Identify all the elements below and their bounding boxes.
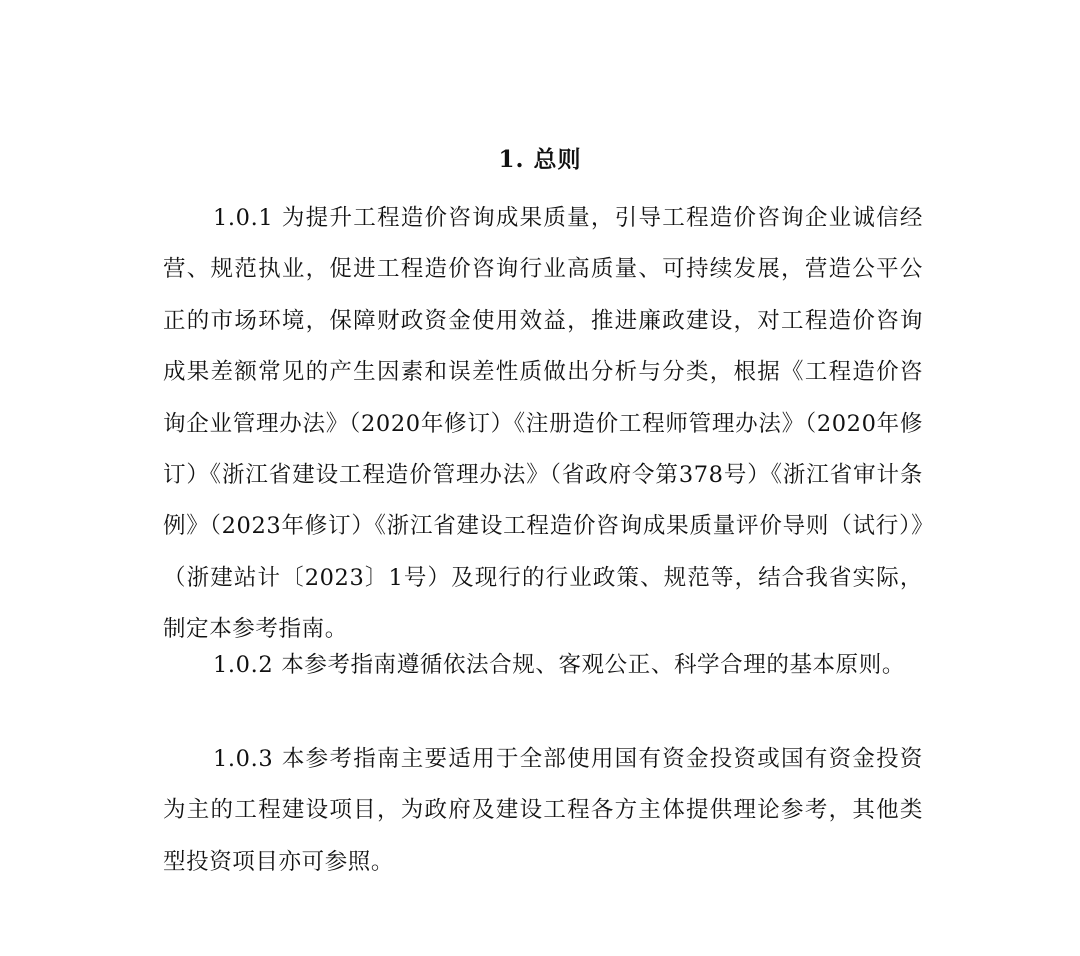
clause-number: 1.0.1	[213, 205, 274, 231]
body-text-3	[163, 734, 923, 888]
paragraph-1-0-2	[163, 640, 923, 691]
clause-text: 本参考指南遵循依法合规、客观公正、科学合理的基本原则。	[281, 652, 905, 678]
clause-text: 本参考指南主要适用于全部使用国有资金投资或国有资金投资为主的工程建设项目，为政府及建设工程各方主体提供理论参考，其他类型投资项目亦可参照。	[163, 746, 923, 875]
paragraph-1-0-1	[163, 193, 923, 656]
section-title: 1. 总则	[498, 146, 582, 173]
clause-number: 1.0.2	[213, 652, 274, 678]
clause-text: 为提升工程造价咨询成果质量，引导工程造价咨询企业诚信经营、规范执业，促进工程造价咨询行业高质量、可持续发展，营造公平公正的市场环境，保障财政资金使用效益，推进廉政建设，对工程造价咨询成果差额常见的产生因素和误差性质做出分析与分类，根据《工程造价咨询企业管理办法》（2020年修订）《注册造价工程师管理办法》（2020年修订）《浙江省建设工程造价管理办法》（省政府令第378号）《浙江省审计条例》（2023年修订）《浙江省建设工程造价咨询成果质量评价导则（试行）》（浙建站计〔2023〕1号）及现行的行业政策、规范等，结合我省实际，制定本参考指南。	[163, 205, 923, 643]
body-text	[163, 193, 923, 656]
body-text-2	[163, 640, 923, 691]
paragraph-1-0-3	[163, 734, 923, 888]
clause-number: 1.0.3	[213, 746, 274, 772]
